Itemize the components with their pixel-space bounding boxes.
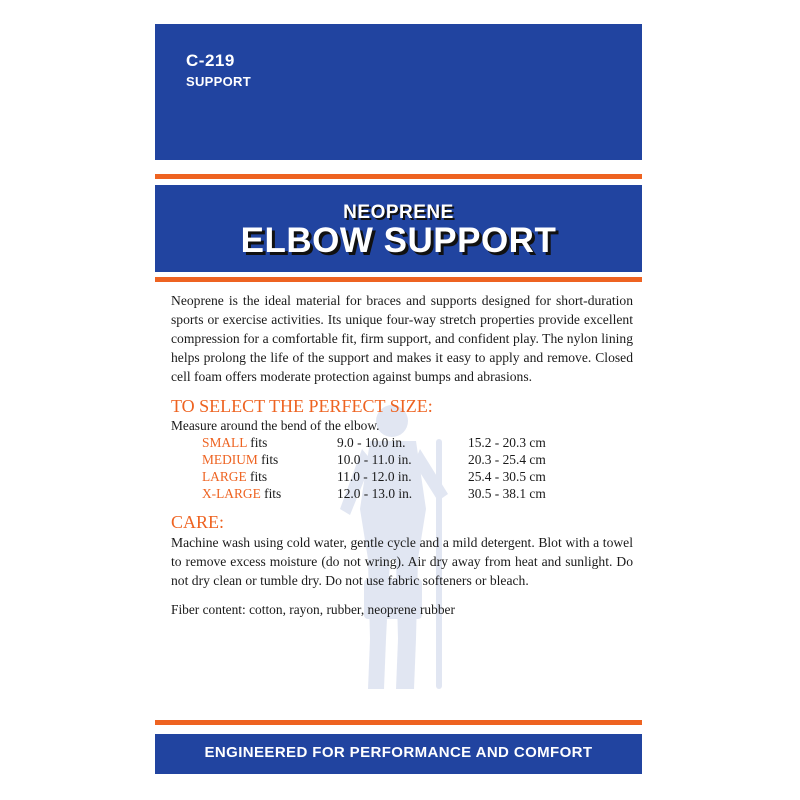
divider-stripe [155,277,642,282]
size-cm: 15.2 - 20.3 cm [468,435,546,450]
product-code: C-219 [186,51,235,70]
title-banner [155,185,642,272]
sizing-heading: TO SELECT THE PERFECT SIZE: [171,396,433,416]
footer-banner [155,734,642,774]
size-label [202,451,278,468]
size-suffix: fits [257,452,279,467]
title-material: NEOPRENE [343,202,454,223]
size-suffix: fits [260,486,282,501]
size-cm: 25.4 - 30.5 cm [468,469,546,484]
size-suffix: fits [246,435,268,450]
fiber-content: Fiber content: cotton, rayon, rubber, neoprene rubber [171,602,455,617]
footer-tagline: ENGINEERED FOR PERFORMANCE AND COMFORT [204,744,593,761]
size-row-xlarge [171,485,633,502]
page-title: ELBOW SUPPORT [240,221,557,260]
size-row-medium [171,451,633,468]
size-row-large [171,468,633,485]
size-label [202,434,267,451]
product-category: SUPPORT [186,74,251,89]
size-name: SMALL [202,435,247,450]
divider-stripe [155,720,642,725]
size-name: X-LARGE [202,486,261,501]
care-paragraph: Machine wash using cold water, gentle cycle and a mild detergent. Blot with a towel to remove excess moisture (do not wring). Air dry away from heat and sunlight. Do not dry clean or tumble dry. Do not use fabric softeners or bleach. [171,535,633,588]
size-cm: 20.3 - 25.4 cm [468,452,546,467]
size-cm: 30.5 - 38.1 cm [468,486,546,501]
size-row-small [171,434,633,451]
care-heading: CARE: [171,512,225,532]
size-suffix: fits [246,469,268,484]
size-label [202,468,267,485]
sizing-instruction: Measure around the bend of the elbow. [171,418,380,433]
size-inches: 9.0 - 10.0 in. [337,435,406,450]
size-name: MEDIUM [202,452,258,467]
size-inches: 12.0 - 13.0 in. [337,486,413,501]
divider-stripe [155,174,642,179]
size-label [202,485,281,502]
content-area [171,291,633,619]
product-card [155,24,642,774]
size-inches: 11.0 - 12.0 in. [337,469,412,484]
size-inches: 10.0 - 11.0 in. [337,452,412,467]
intro-paragraph: Neoprene is the ideal material for braces and supports designed for short-duration sports or exercise activities. Its unique four-way stretch properties provide excellent compression for a comfortable fit, firm support, and confident play. The nylon lining helps prolong the life of the support and makes it easy to apply and remove. Closed cell foam offers moderate protection against bumps and abrasions. [171,293,633,384]
size-name: LARGE [202,469,247,484]
header-block [155,24,642,160]
